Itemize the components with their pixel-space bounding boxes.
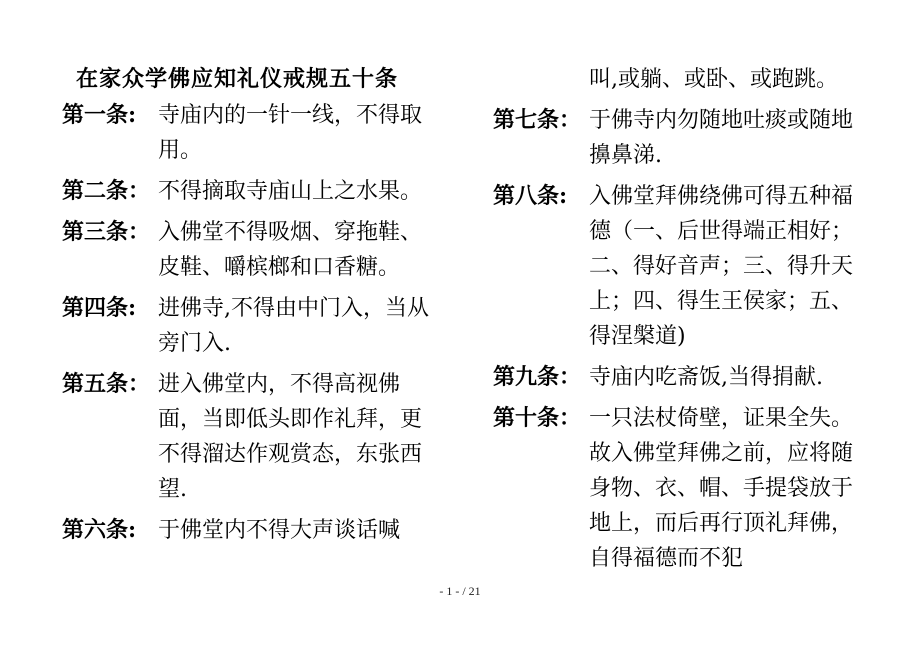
article-6-continuation: 叫,或躺、或卧、或跑跳。 [589, 67, 838, 92]
article-8 [493, 179, 865, 354]
article-text: 寺庙内的一针一线，不得取用。 [158, 103, 423, 163]
left-column [62, 98, 432, 554]
article-9 [493, 360, 865, 395]
article-text: 于佛寺内勿随地吐痰或随地擤鼻涕. [589, 108, 854, 168]
article-label: 第七条： [493, 107, 582, 133]
article-label: 第一条: [62, 102, 137, 128]
article-7 [493, 103, 865, 173]
article-label: 第五条： [62, 371, 151, 397]
article-text: 于佛堂内不得大声谈话喊 [158, 518, 401, 543]
page-number: - 1 - / 21 [439, 584, 481, 598]
article-label: 第八条: [493, 183, 568, 209]
article-label: 第六条: [62, 517, 137, 543]
right-column [493, 62, 865, 582]
article-10 [493, 401, 865, 576]
article-label: 第九条： [493, 364, 582, 390]
document-title: 在家众学佛应知礼仪戒规五十条 [76, 66, 399, 92]
article-text: 寺庙内吃斋饭,当得捐献. [589, 365, 823, 390]
article-text: 进入佛堂内，不得高视佛面，当即低头即作礼拜，更不得溜达作观赏态，东张西望. [158, 372, 423, 502]
article-label: 第二条： [62, 178, 151, 204]
article-6 [62, 513, 432, 548]
article-1 [62, 98, 432, 168]
article-2 [62, 174, 432, 209]
article-4 [62, 291, 432, 361]
article-text: 进佛寺,不得由中门入，当从旁门入. [158, 296, 429, 356]
article-label: 第四条: [62, 295, 137, 321]
article-text: 入佛堂不得吸烟、穿拖鞋、皮鞋、嚼槟榔和口香糖。 [158, 220, 423, 280]
article-text: 入佛堂拜佛绕佛可得五种福德（一、后世得端正相好；二、得好音声；三、得升天上；四、得生王侯家；五、得涅槃道) [589, 184, 854, 349]
article-text: 一只法杖倚壁，证果全失。故入佛堂拜佛之前，应将随身物、衣、帽、手提袋放于地上，而后再行顶礼拜佛，自得福德而不犯 [589, 406, 854, 571]
article-text: 不得摘取寺庙山上之水果。 [158, 179, 423, 204]
article-5 [62, 367, 432, 507]
article-label: 第十条： [493, 405, 582, 431]
article-label: 第三条： [62, 219, 151, 245]
article-3 [62, 215, 432, 285]
